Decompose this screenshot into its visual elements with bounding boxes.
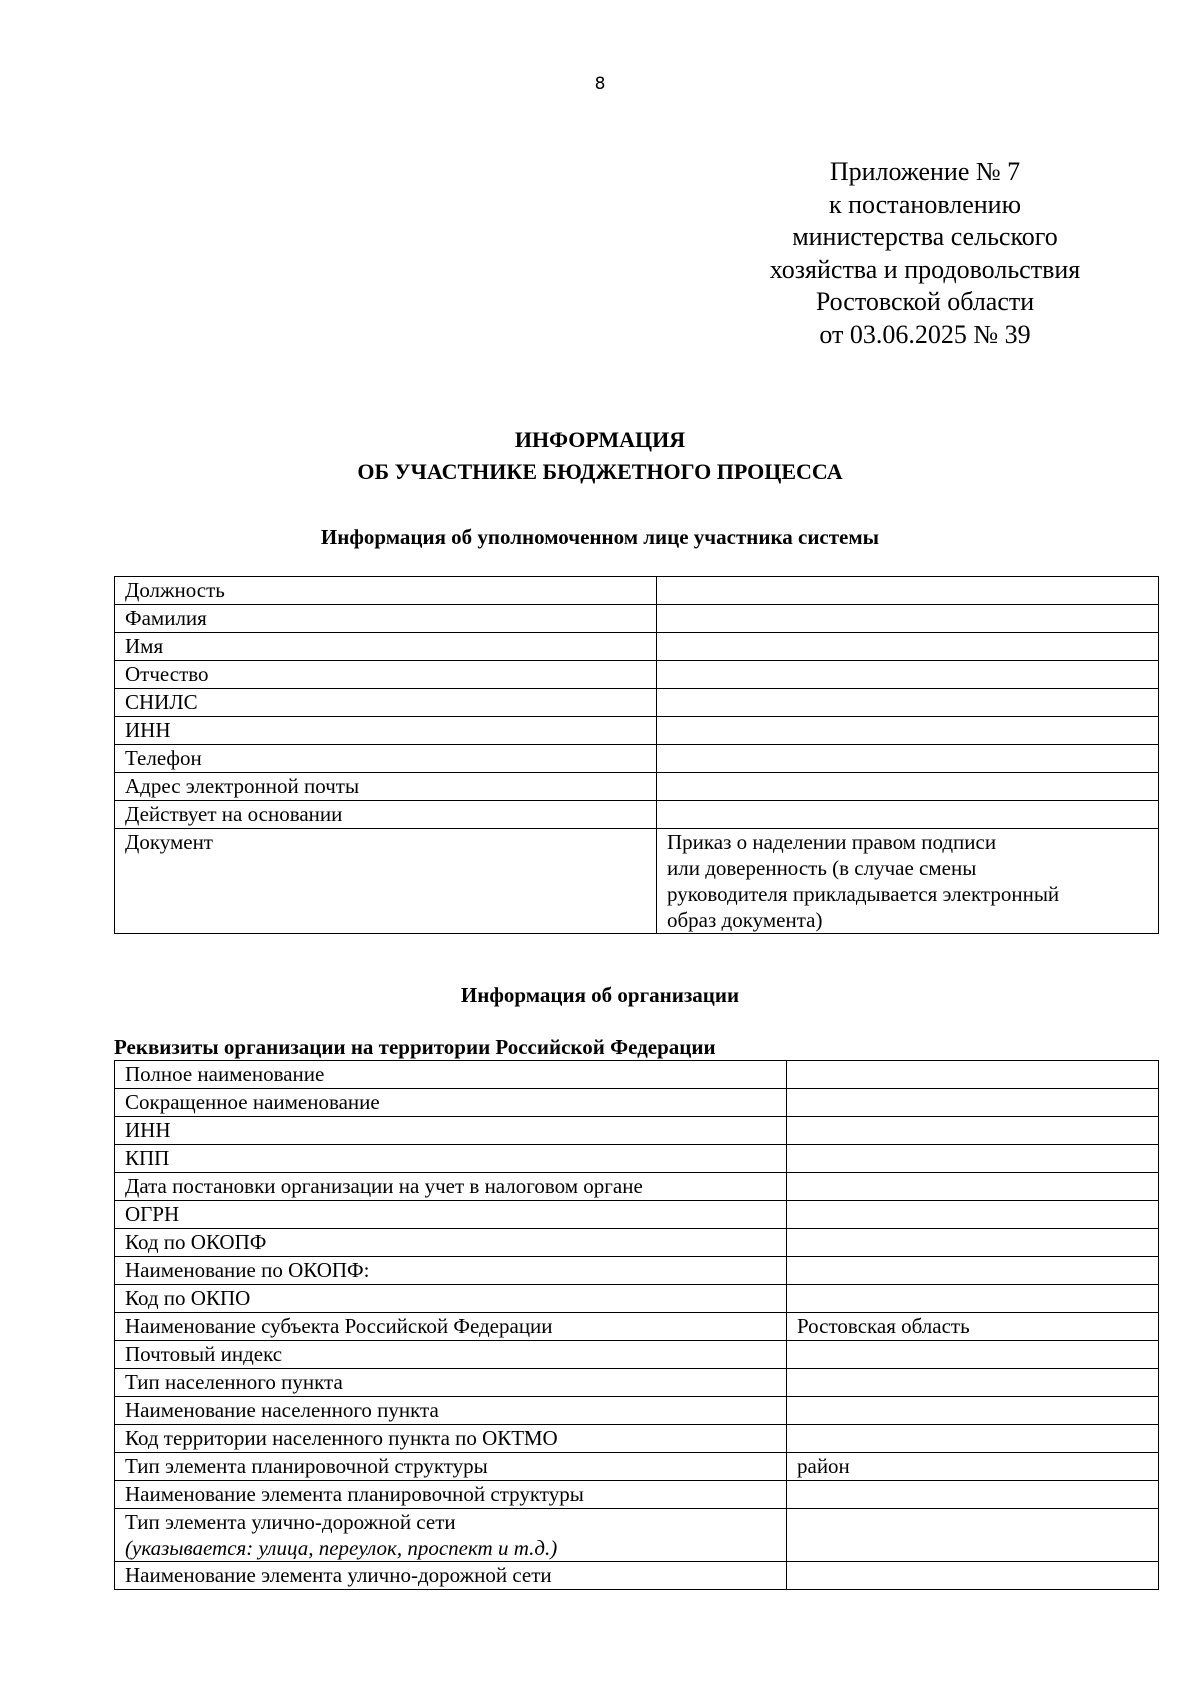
table-row xyxy=(115,633,1159,661)
table-row xyxy=(115,717,1159,745)
field-label: Должность xyxy=(125,578,225,602)
field-value-cell[interactable] xyxy=(787,1313,1159,1341)
document-title xyxy=(0,424,1200,488)
field-label: Телефон xyxy=(125,746,202,770)
field-label-cell xyxy=(115,1285,787,1313)
table-row xyxy=(115,1257,1159,1285)
field-label: Имя xyxy=(125,634,164,658)
field-label: Наименование по ОКОПФ: xyxy=(125,1258,370,1282)
field-label: Наименование населенного пункта xyxy=(125,1398,439,1422)
field-value-cell[interactable] xyxy=(787,1285,1159,1313)
table-row xyxy=(115,829,1159,934)
field-label-cell xyxy=(115,1341,787,1369)
field-label-cell xyxy=(115,1453,787,1481)
field-label-cell xyxy=(115,1173,787,1201)
table-row xyxy=(115,577,1159,605)
field-label-cell xyxy=(115,1061,787,1089)
field-value-cell[interactable] xyxy=(657,829,1159,934)
field-label: Фамилия xyxy=(125,606,207,630)
field-value-cell[interactable] xyxy=(657,773,1159,801)
field-value-cell[interactable] xyxy=(787,1453,1159,1481)
appendix-line: хозяйства и продовольствия xyxy=(769,254,1081,284)
field-label: Наименование элемента планировочной структуры xyxy=(125,1482,584,1506)
field-label-cell xyxy=(115,1201,787,1229)
table-row xyxy=(115,745,1159,773)
field-value-cell[interactable] xyxy=(787,1397,1159,1425)
table-row xyxy=(115,773,1159,801)
field-label-cell xyxy=(115,801,657,829)
field-value-cell[interactable] xyxy=(787,1481,1159,1509)
field-label-cell xyxy=(115,1481,787,1509)
table-row xyxy=(115,1425,1159,1453)
field-value-cell[interactable] xyxy=(657,689,1159,717)
field-label-cell xyxy=(115,1425,787,1453)
appendix-line: Приложение № 7 xyxy=(829,157,1021,186)
appendix-line: Ростовской области xyxy=(815,287,1035,316)
table-row xyxy=(115,1397,1159,1425)
field-value-cell[interactable] xyxy=(657,605,1159,633)
field-label: Тип элемента улично-дорожной сети xyxy=(125,1510,456,1534)
field-value-cell[interactable] xyxy=(787,1257,1159,1285)
organization-subheading: Реквизиты организации на территории Российской Федерации xyxy=(114,1035,716,1059)
field-label-cell xyxy=(115,605,657,633)
field-value-cell[interactable] xyxy=(787,1369,1159,1397)
table-row xyxy=(115,1089,1159,1117)
field-value-cell[interactable] xyxy=(657,661,1159,689)
authorized-person-table-body xyxy=(115,577,1159,934)
document-title-line: ИНФОРМАЦИЯ xyxy=(514,427,686,452)
field-label-cell xyxy=(115,1369,787,1397)
field-value-cell[interactable] xyxy=(657,801,1159,829)
field-value-cell[interactable] xyxy=(657,633,1159,661)
table-row xyxy=(115,1313,1159,1341)
table-row xyxy=(115,1201,1159,1229)
document-title-line: ОБ УЧАСТНИКЕ БЮДЖЕТНОГО ПРОЦЕССА xyxy=(357,459,843,484)
organization-table xyxy=(114,1060,1159,1590)
field-label-cell xyxy=(115,1229,787,1257)
field-value: Приказ о наделении правом подписи или доверенность (в случае смены руководителя прикладывается электронный образ документа) xyxy=(667,830,1060,932)
field-label: Наименование элемента улично-дорожной сети xyxy=(125,1563,552,1587)
table-row xyxy=(115,1229,1159,1257)
field-value-cell[interactable] xyxy=(787,1509,1159,1562)
organization-table-body xyxy=(115,1061,1159,1590)
field-value-cell[interactable] xyxy=(787,1201,1159,1229)
field-label-cell xyxy=(115,1145,787,1173)
field-label-cell xyxy=(115,689,657,717)
table-row xyxy=(115,689,1159,717)
field-note: (указывается: улица, переулок, проспект и т.д.) xyxy=(125,1536,558,1560)
field-label: Наименование субъекта Российской Федерации xyxy=(125,1314,553,1338)
field-label-cell xyxy=(115,1313,787,1341)
appendix-line: к постановлению xyxy=(828,189,1022,219)
field-label-cell xyxy=(115,717,657,745)
appendix-block xyxy=(730,156,1120,351)
field-value: район xyxy=(797,1454,850,1478)
table-row xyxy=(115,1481,1159,1509)
table-row xyxy=(115,1562,1159,1590)
field-label: Полное наименование xyxy=(125,1062,325,1086)
field-label: Код по ОКОПФ xyxy=(125,1230,267,1254)
field-label-cell xyxy=(115,1257,787,1285)
field-label: Адрес электронной почты xyxy=(125,774,360,798)
field-value-cell[interactable] xyxy=(787,1425,1159,1453)
appendix-line: министерства сельского xyxy=(792,222,1058,251)
field-label-cell xyxy=(115,1509,787,1562)
field-label: Тип населенного пункта xyxy=(125,1370,343,1394)
field-label-cell xyxy=(115,1089,787,1117)
field-label-cell xyxy=(115,829,657,934)
field-value-cell[interactable] xyxy=(787,1089,1159,1117)
field-label: Дата постановки организации на учет в налоговом органе xyxy=(125,1174,643,1198)
field-label: Отчество xyxy=(125,662,209,686)
field-value-cell[interactable] xyxy=(657,577,1159,605)
table-row xyxy=(115,1173,1159,1201)
field-label: СНИЛС xyxy=(125,690,198,714)
table-row xyxy=(115,1341,1159,1369)
field-value-cell[interactable] xyxy=(787,1341,1159,1369)
table-row xyxy=(115,1453,1159,1481)
field-label: ИНН xyxy=(125,1118,171,1142)
field-label: КПП xyxy=(125,1146,170,1170)
table-row xyxy=(115,801,1159,829)
page-number: 8 xyxy=(594,74,606,94)
field-label: Сокращенное наименование xyxy=(125,1090,380,1114)
authorized-person-table xyxy=(114,576,1159,934)
field-value-cell[interactable] xyxy=(787,1229,1159,1257)
field-value-cell[interactable] xyxy=(787,1117,1159,1145)
table-row xyxy=(115,1117,1159,1145)
field-value-cell[interactable] xyxy=(787,1562,1159,1590)
field-label: ОГРН xyxy=(125,1202,180,1226)
field-value-cell[interactable] xyxy=(657,745,1159,773)
field-label: Документ xyxy=(125,830,213,854)
field-label: Тип элемента планировочной структуры xyxy=(125,1454,488,1478)
field-value-cell[interactable] xyxy=(787,1061,1159,1089)
field-label: Код по ОКПО xyxy=(125,1286,251,1310)
field-label: Код территории населенного пункта по ОКТМО xyxy=(125,1426,558,1450)
field-label: Действует на основании xyxy=(125,802,343,826)
field-label-cell xyxy=(115,1397,787,1425)
field-label-cell xyxy=(115,661,657,689)
table-row xyxy=(115,661,1159,689)
field-label-cell xyxy=(115,1562,787,1590)
field-label: Почтовый индекс xyxy=(125,1342,283,1366)
table-row xyxy=(115,1145,1159,1173)
table-row xyxy=(115,605,1159,633)
table-row xyxy=(115,1369,1159,1397)
field-label-cell xyxy=(115,773,657,801)
field-label-cell xyxy=(115,745,657,773)
appendix-line: от 03.06.2025 № 39 xyxy=(819,319,1031,349)
field-value-cell[interactable] xyxy=(657,717,1159,745)
field-label-cell xyxy=(115,1117,787,1145)
table-row xyxy=(115,1061,1159,1089)
field-value: Ростовская область xyxy=(797,1314,970,1338)
table-row xyxy=(115,1285,1159,1313)
field-label-cell xyxy=(115,577,657,605)
field-value-cell[interactable] xyxy=(787,1145,1159,1173)
field-value-cell[interactable] xyxy=(787,1173,1159,1201)
authorized-person-heading: Информация об уполномоченном лице участника системы xyxy=(320,525,880,549)
table-row xyxy=(115,1509,1159,1562)
organization-heading: Информация об организации xyxy=(460,983,740,1007)
field-label: ИНН xyxy=(125,718,171,742)
field-label-cell xyxy=(115,633,657,661)
